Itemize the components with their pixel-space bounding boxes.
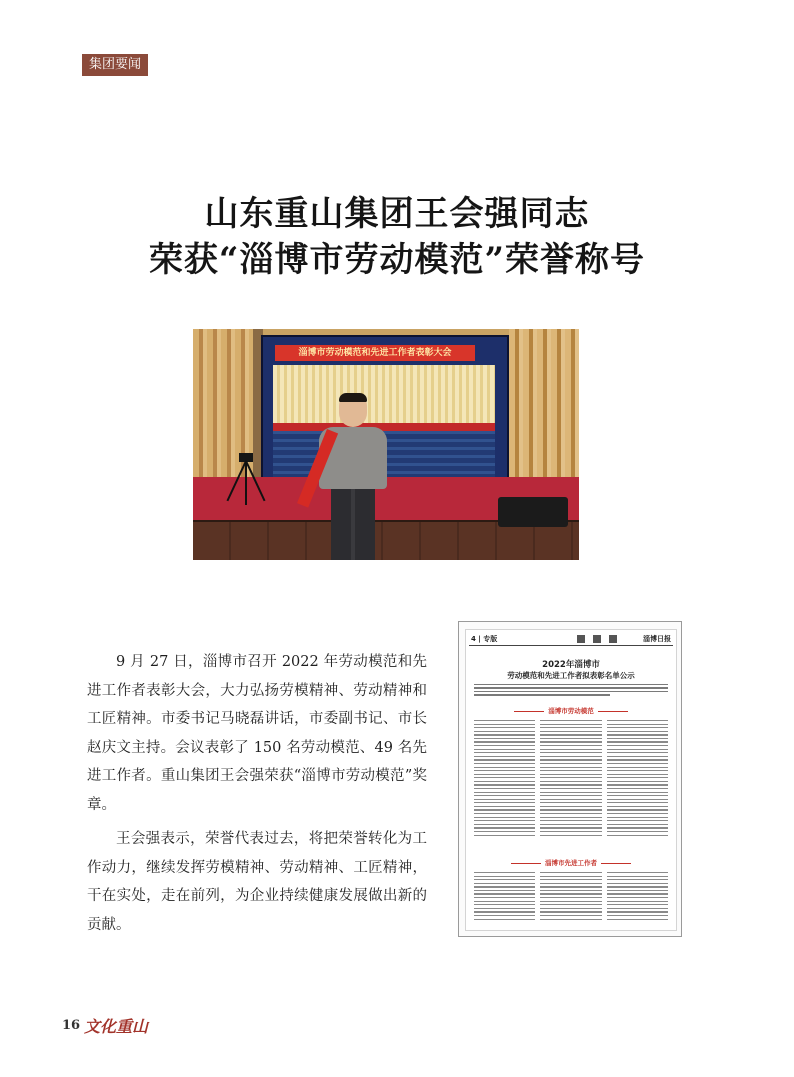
honoree-figure	[319, 393, 387, 560]
qr-code-icon	[609, 635, 617, 643]
paragraph-1: 9 月 27 日，淄博市召开 2022 年劳动模范和先进工作者表彰大会，大力弘扬劳模精神、劳动精神和工匠精神。市委书记马晓磊讲话，市委副书记、市长赵庆文主持。会议表彰了 150 名劳动模范、49 名先进工作者。重山集团王会强荣获“淄博市劳动模范”奖章。	[87, 654, 427, 813]
article-title-line1: 山东重山集团王会强同志	[204, 194, 590, 234]
trousers	[331, 489, 375, 560]
newspaper-intro-text	[474, 684, 668, 698]
magazine-logo: 文化重山	[84, 1017, 149, 1036]
article-body	[87, 648, 427, 945]
newspaper-header	[469, 633, 673, 646]
tripod-leg	[245, 461, 247, 505]
newspaper-headline-1: 2022年淄博市	[542, 660, 600, 670]
article-title-line2: 荣获“淄博市劳动模范”荣誉称号	[148, 240, 646, 280]
hair	[339, 393, 367, 402]
newspaper-list-1	[474, 720, 668, 838]
camera-tripod	[231, 453, 261, 503]
newspaper-section-2: 淄博市先进工作者	[466, 858, 676, 867]
newspaper-page-label: 4 | 专版	[471, 635, 498, 643]
right-curtain	[509, 329, 579, 501]
newspaper-headline-2: 劳动模范和先进工作者拟表彰名单公示	[507, 671, 635, 680]
newspaper-clipping	[458, 621, 682, 937]
qr-code-icon	[577, 635, 585, 643]
newspaper-page	[465, 629, 677, 931]
section-tag: 集团要闻	[82, 54, 148, 76]
paragraph-2: 王会强表示，荣誉代表过去，将把荣誉转化为工作动力，继续发挥劳模精神、劳动精神、工匠精神，干在实处，走在前列，为企业持续健康发展做出新的贡献。	[87, 831, 427, 933]
page-number: 16	[62, 1018, 81, 1033]
newspaper-name: 淄博日报	[643, 635, 671, 643]
qr-code-icon	[593, 635, 601, 643]
ceremony-photo	[193, 329, 579, 560]
stage-speaker	[498, 497, 568, 527]
newspaper-list-2	[474, 872, 668, 922]
screen-banner: 淄博市劳动模范和先进工作者表彰大会	[275, 345, 475, 361]
newspaper-section-1: 淄博市劳动模范	[466, 706, 676, 715]
